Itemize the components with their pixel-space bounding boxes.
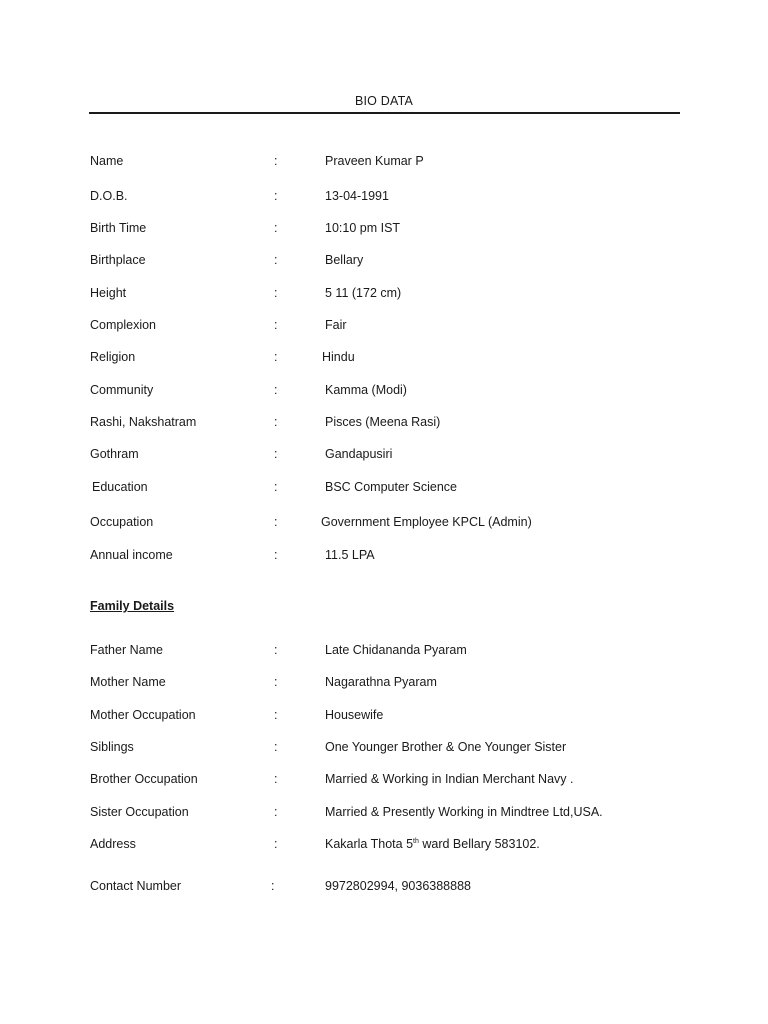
field-row-community [0, 381, 768, 399]
field-separator: : [274, 447, 278, 461]
field-label: Contact Number [90, 879, 182, 893]
field-row-mother-name [0, 673, 768, 691]
field-value: 5 11 (172 cm) [325, 286, 402, 300]
field-row-occupation [0, 513, 768, 531]
field-label: Height [90, 286, 127, 300]
field-separator: : [274, 708, 278, 722]
field-label: Brother Occupation [90, 772, 198, 786]
field-separator: : [274, 837, 278, 851]
ordinal-suffix: th [413, 838, 419, 845]
field-value: 13-04-1991 [325, 189, 389, 203]
field-row-contact-number [0, 877, 768, 895]
family-details-heading: Family Details [90, 599, 175, 613]
field-label: Mother Name [90, 675, 166, 689]
field-value [325, 835, 540, 853]
field-row-religion [0, 348, 768, 366]
field-value: Married & Presently Working in Mindtree Ltd,USA. [325, 805, 603, 819]
field-row-complexion [0, 316, 768, 334]
field-label: Rashi, Nakshatram [90, 415, 197, 429]
field-row-rashi-nakshatram [0, 413, 768, 431]
field-label: Mother Occupation [90, 708, 196, 722]
field-value: Gandapusiri [325, 447, 393, 461]
field-separator: : [274, 286, 278, 300]
field-value: 11.5 LPA [325, 548, 375, 562]
field-row-birth-time [0, 219, 768, 237]
field-separator: : [274, 221, 278, 235]
field-separator: : [274, 318, 278, 332]
field-value: Nagarathna Pyaram [325, 675, 437, 689]
field-row-sister-occupation [0, 803, 768, 821]
field-label: Siblings [90, 740, 134, 754]
field-value: One Younger Brother & One Younger Sister [325, 740, 567, 754]
field-value: Bellary [325, 253, 364, 267]
field-row-height [0, 284, 768, 302]
field-value: Kamma (Modi) [325, 383, 407, 397]
title-underline-rule [89, 112, 680, 114]
field-label: Occupation [90, 515, 154, 529]
field-label: D.O.B. [90, 189, 128, 203]
field-label: Birthplace [90, 253, 146, 267]
field-separator: : [274, 383, 278, 397]
field-row-father-name [0, 641, 768, 659]
field-label: Gothram [90, 447, 139, 461]
field-value: Hindu [322, 350, 355, 364]
field-row-siblings [0, 738, 768, 756]
field-row-mother-occupation [0, 706, 768, 724]
field-separator: : [274, 189, 278, 203]
field-row-birthplace [0, 251, 768, 269]
field-label: Education [92, 480, 148, 494]
field-separator: : [274, 480, 278, 494]
field-label: Community [90, 383, 154, 397]
field-separator: : [274, 154, 278, 168]
field-value: Pisces (Meena Rasi) [325, 415, 441, 429]
field-separator: : [274, 253, 278, 267]
field-label: Annual income [90, 548, 173, 562]
address-text-rest: ward Bellary 583102. [418, 837, 540, 851]
field-row-address [0, 835, 768, 853]
address-text: Kakarla Thota 5 [325, 837, 414, 851]
field-row-dob [0, 187, 768, 205]
field-value: Housewife [325, 708, 384, 722]
field-separator: : [274, 740, 278, 754]
field-value: Late Chidananda Pyaram [325, 643, 467, 657]
field-separator: : [271, 879, 275, 893]
field-row-education [0, 478, 768, 496]
field-row-brother-occupation [0, 770, 768, 788]
field-value: 10:10 pm IST [325, 221, 401, 235]
field-row-gothram [0, 445, 768, 463]
field-separator: : [274, 350, 278, 364]
field-value: Fair [325, 318, 347, 332]
field-value: Government Employee KPCL (Admin) [321, 515, 532, 529]
field-separator: : [274, 805, 278, 819]
field-label: Father Name [90, 643, 163, 657]
field-value: 9972802994, 9036388888 [325, 879, 471, 893]
field-separator: : [274, 675, 278, 689]
field-separator: : [274, 772, 278, 786]
document-title: BIO DATA [354, 94, 414, 108]
field-value: Praveen Kumar P [325, 154, 424, 168]
field-label: Complexion [90, 318, 157, 332]
field-separator: : [274, 643, 278, 657]
field-label: Sister Occupation [90, 805, 189, 819]
field-separator: : [274, 515, 278, 529]
field-label: Name [90, 154, 124, 168]
field-row-annual-income [0, 546, 768, 564]
field-separator: : [274, 548, 278, 562]
field-label: Address [90, 837, 136, 851]
field-value: BSC Computer Science [325, 480, 458, 494]
field-label: Birth Time [90, 221, 147, 235]
field-separator: : [274, 415, 278, 429]
field-value: Married & Working in Indian Merchant Navy . [325, 772, 574, 786]
field-row-name [0, 152, 768, 170]
field-label: Religion [90, 350, 136, 364]
